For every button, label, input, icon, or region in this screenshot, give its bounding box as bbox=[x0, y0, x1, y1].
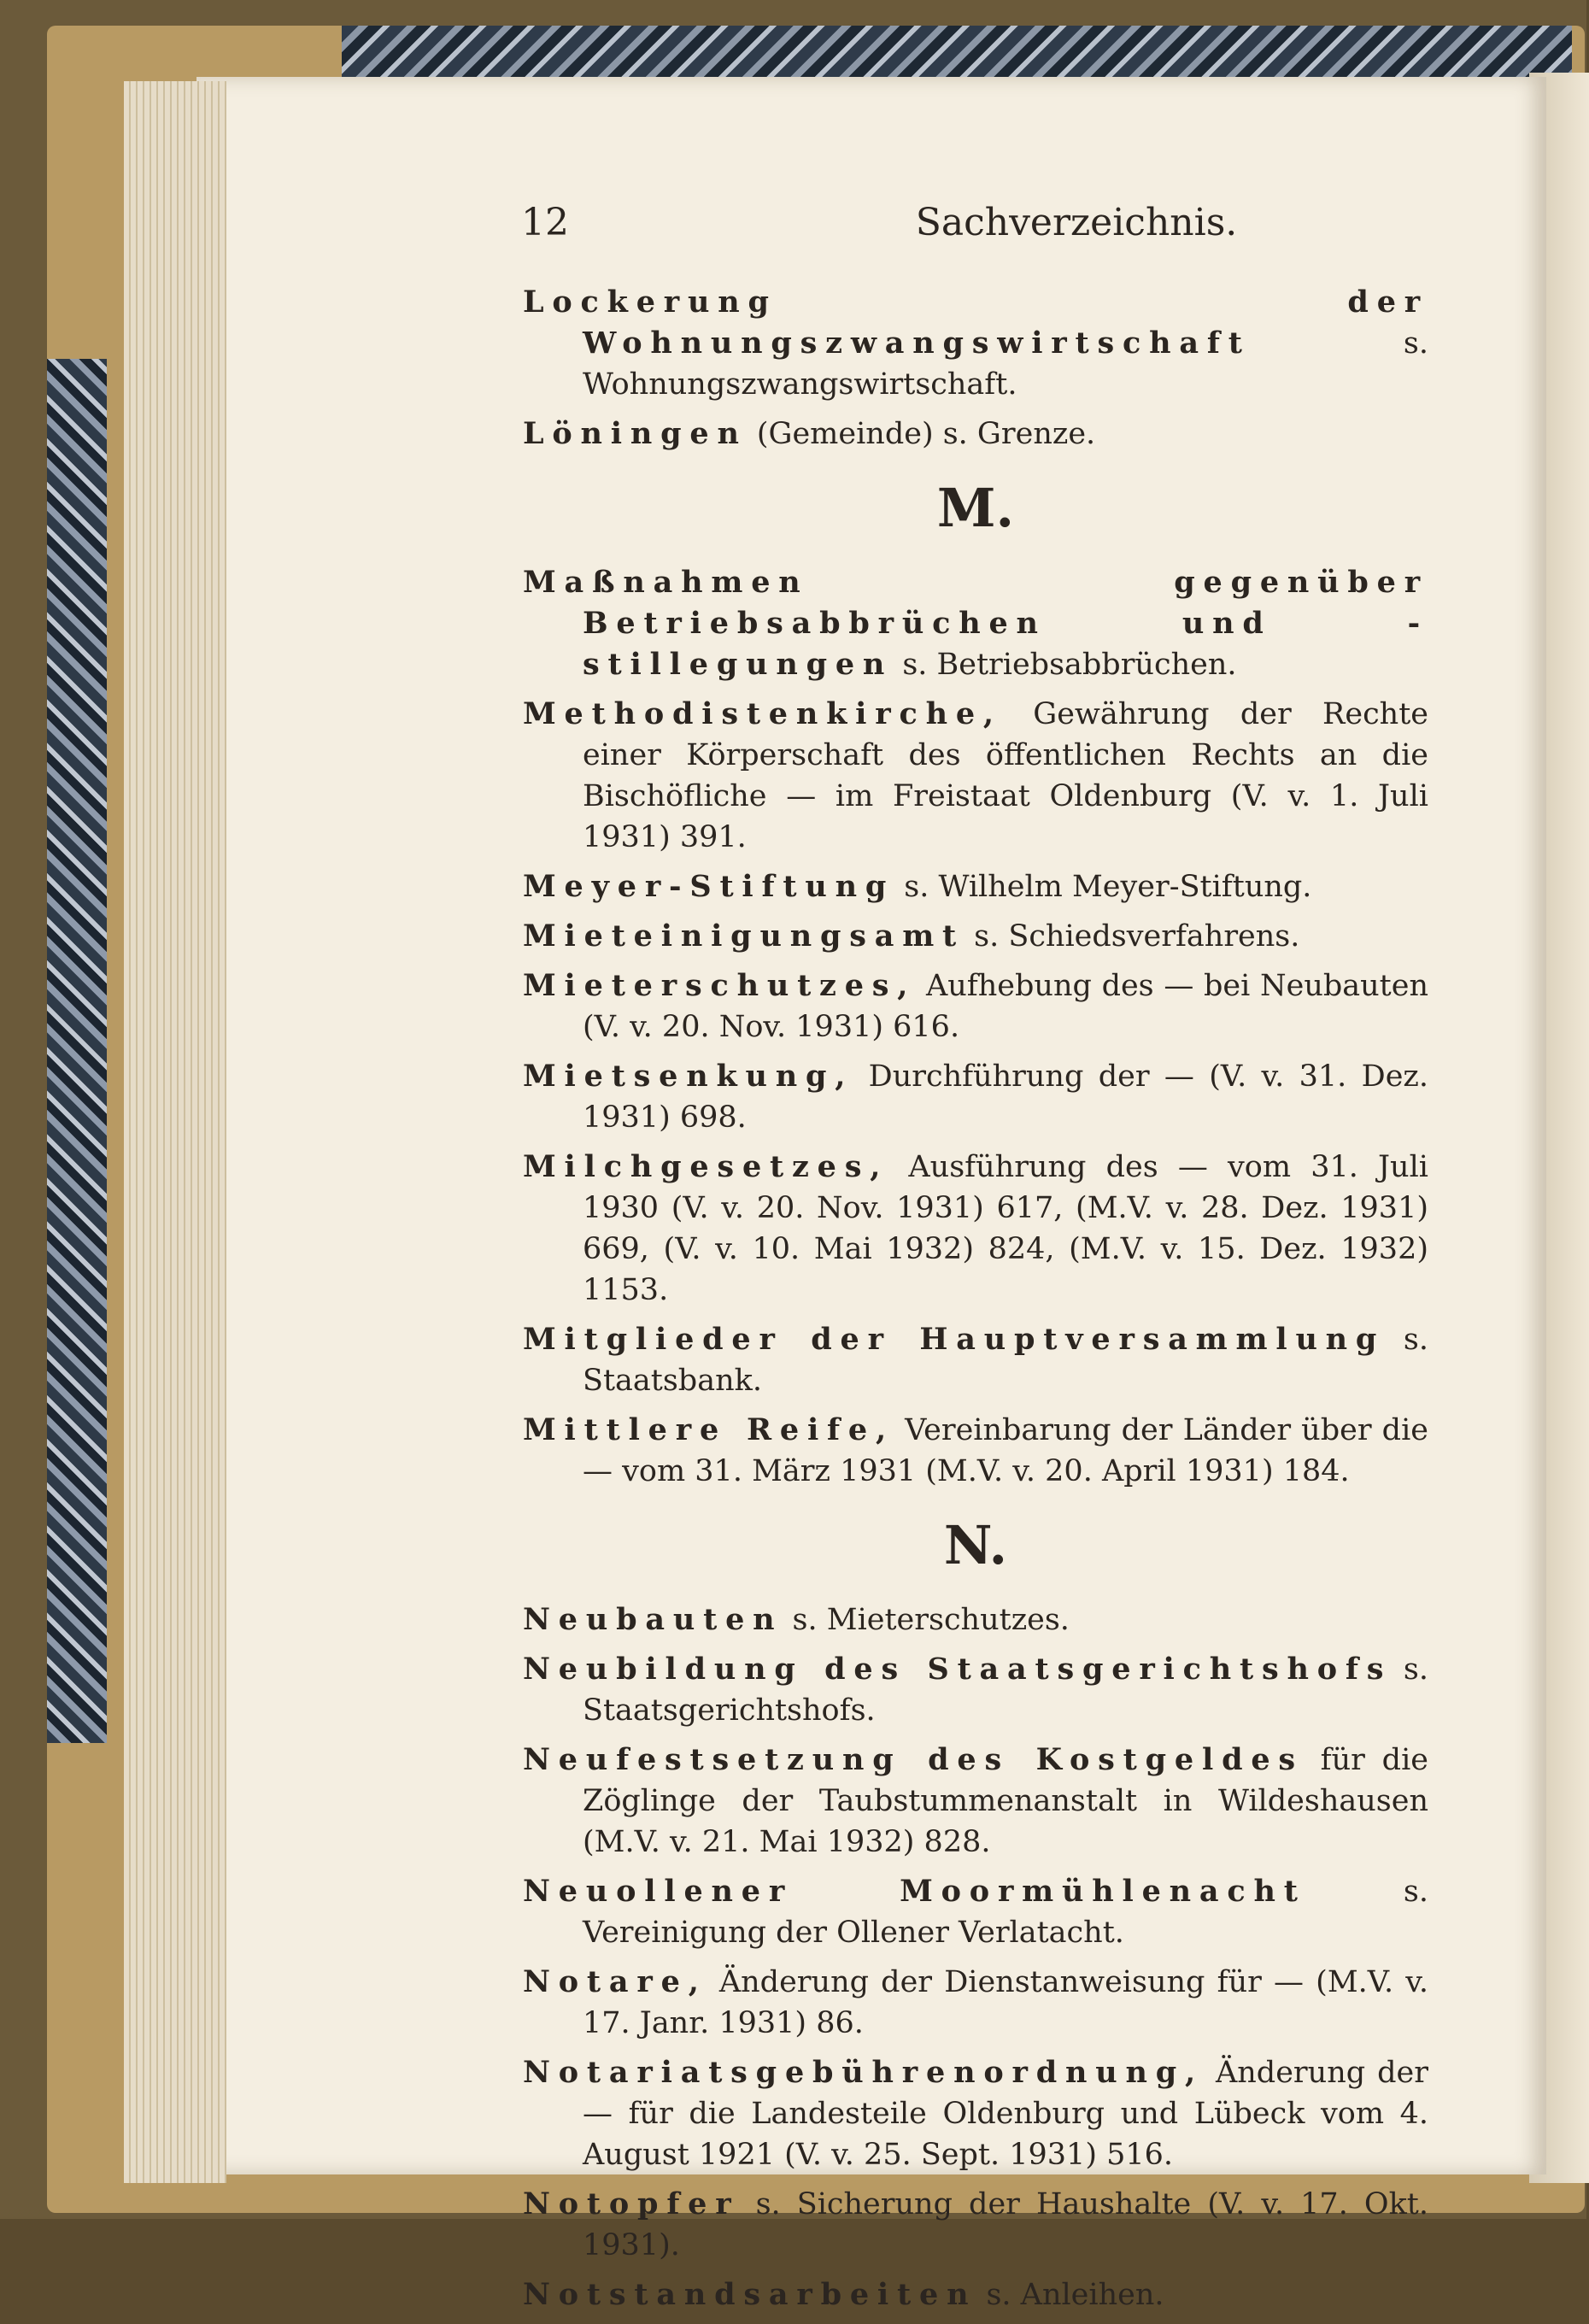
section-heading-n: N. bbox=[943, 1514, 1008, 1576]
entry-head: Meyer-Stiftung bbox=[523, 869, 895, 904]
index-entry bbox=[523, 282, 1428, 405]
entry-text: s. Betriebsabbrüchen. bbox=[893, 648, 1237, 682]
entry-head: Notstandsarbeiten bbox=[523, 2277, 977, 2312]
entry-text: Durchführung der — (V. v. 31. Dez. 1931) 698. bbox=[583, 1059, 1428, 1135]
entry-head: Neubauten bbox=[523, 1602, 783, 1637]
index-entry bbox=[523, 2052, 1428, 2175]
entry-text: Aufhebung des — bei Neubauten (V. v. 20. Nov. 1931) 616. bbox=[583, 969, 1428, 1044]
index-entry bbox=[523, 414, 1428, 455]
entry-text: Vereinbarung der Länder über die — vom 31. März 1931 (M.V. v. 20. April 1931) 184. bbox=[583, 1413, 1428, 1488]
index-entry bbox=[523, 694, 1428, 858]
index-entry bbox=[523, 1962, 1428, 2044]
index-entry bbox=[523, 2274, 1428, 2315]
entry-head: Lockerung der Wohnungszwangswirtschaft bbox=[523, 285, 1428, 361]
index-entry bbox=[523, 1740, 1428, 1863]
page-header bbox=[521, 201, 1418, 252]
section-heading-m: M. bbox=[936, 477, 1015, 539]
index-entry bbox=[523, 866, 1428, 907]
index-entry bbox=[523, 916, 1428, 957]
index-content bbox=[523, 282, 1428, 2324]
index-entry bbox=[523, 1147, 1428, 1311]
entry-text: s. Staatsgerichtshofs. bbox=[583, 1652, 1429, 1728]
entry-head: Neuollener Moormühlenacht bbox=[523, 1874, 1306, 1909]
page-number: 12 bbox=[521, 201, 569, 244]
index-entry bbox=[523, 1871, 1428, 1953]
entry-text: Ausführung des — vom 31. Juli 1930 (V. v. 20. Nov. 1931) 617, (M.V. v. 28. Dez. 1931) 669, (V. v. 10. Mai 1932) 824, (M.V. v. 15. Dez. 1932) 1153. bbox=[583, 1150, 1428, 1307]
index-entry bbox=[523, 1319, 1428, 1401]
entry-text: s. Schiedsverfahrens. bbox=[965, 919, 1300, 954]
entry-text: Änderung der Dienstanweisung für — (M.V. v. 17. Janr. 1931) 86. bbox=[583, 1965, 1428, 2040]
entry-text: s. Vereinigung der Ollener Verlatacht. bbox=[583, 1875, 1429, 1950]
page-edges bbox=[124, 81, 226, 2183]
entry-text: s. Anleihen. bbox=[976, 2278, 1164, 2312]
entry-head: Neubildung des Staatsgerichtshofs bbox=[523, 1652, 1393, 1687]
index-entry bbox=[523, 1649, 1428, 1731]
entry-head: Milchgesetzes, bbox=[523, 1149, 889, 1184]
entry-text: Änderung der — für die Landesteile Oldenburg und Lübeck vom 4. August 1921 (V. v. 25. Sept. 1931) 516. bbox=[583, 2056, 1428, 2172]
index-entry bbox=[523, 1056, 1428, 1138]
entry-head: Methodistenkirche, bbox=[523, 696, 1002, 731]
entry-head: Mieterschutzes, bbox=[523, 968, 917, 1003]
index-entry bbox=[523, 1599, 1428, 1640]
entry-text: für die Zöglinge der Taubstummenanstalt in Wildeshausen (M.V. v. 21. Mai 1932) 828. bbox=[583, 1743, 1428, 1859]
index-entry bbox=[523, 562, 1428, 685]
entry-head: Mittlere Reife, bbox=[523, 1412, 894, 1447]
entry-head: Notare, bbox=[523, 1964, 707, 1999]
entry-head: Notopfer bbox=[523, 2186, 740, 2221]
index-entry bbox=[523, 2184, 1428, 2266]
entry-text: (Gemeinde) s. Grenze. bbox=[747, 417, 1096, 451]
entry-head: Mietsenkung, bbox=[523, 1059, 854, 1094]
entry-text: s. Wilhelm Meyer-Stiftung. bbox=[894, 870, 1312, 904]
entry-text: s. Staatsbank. bbox=[583, 1323, 1429, 1398]
entry-head: Löningen bbox=[523, 416, 748, 451]
index-entry bbox=[523, 965, 1428, 1048]
entry-text: s. Mieterschutzes. bbox=[783, 1603, 1070, 1637]
marbled-spine bbox=[47, 359, 107, 1743]
entry-text: s. Sicherung der Haushalte (V. v. 17. Okt. 1931). bbox=[583, 2187, 1428, 2262]
entry-head: Mieteinigungsamt bbox=[523, 918, 965, 954]
index-entry bbox=[523, 1410, 1428, 1492]
entry-head: Maßnahmen gegenüber Betriebsabbrüchen und -stillegungen bbox=[523, 565, 1428, 682]
entry-head: Notariatsgebührenordnung, bbox=[523, 2055, 1204, 2090]
entry-text: s. Wohnungszwangswirtschaft. bbox=[583, 326, 1428, 402]
entry-head: Mitglieder der Hauptversammlung bbox=[523, 1322, 1386, 1357]
entry-text: Gewährung der Rechte einer Körperschaft des öffentlichen Rechts an die Bischöfliche — im Freistaat Oldenburg (V. v. 1. Juli 1931) 391. bbox=[583, 697, 1428, 854]
running-title: Sachverzeichnis. bbox=[915, 201, 1238, 244]
entry-head: Neufestsetzung des Kostgeldes bbox=[523, 1742, 1304, 1777]
